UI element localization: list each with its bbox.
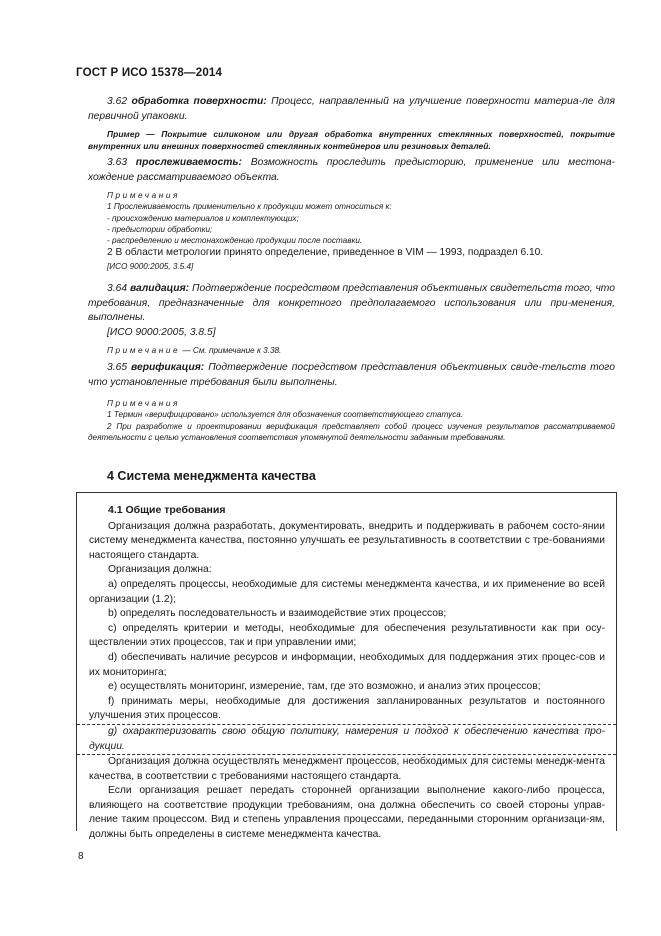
note-label: Примечание — [107, 346, 181, 356]
note-item: - происхождению материалов и комплектующих; — [107, 213, 299, 223]
term-definition — [88, 95, 615, 124]
term-text: Процесс, направленный на улучшение поверхности материа-ле для первичной упаковки. — [88, 96, 615, 122]
reference: [ИСО 9000:2005, 3.8.5] — [107, 326, 216, 338]
note-2: 2 В области метрологии принято определение, приведенное в VIM — 1993, подраздел 6.10. — [107, 247, 544, 259]
list-item: e) осуществлять мониторинг, измерение, там, где это возможно, и анализ этих процессов; — [108, 681, 541, 693]
list-item: c) определять критерии и методы, необходимые для обеспечения результативности как при осу-ществлении этих процессов, так и при управлении ими; — [89, 622, 605, 649]
term-title: верификация: — [131, 362, 205, 373]
term-number: 3.65 — [107, 362, 128, 373]
note-item: - предыстории обработки; — [107, 224, 213, 234]
term-3-62 — [88, 95, 615, 152]
paragraph: Организация должна разработать, документировать, внедрить и поддерживать в рабочем состо-янии систему менеджмента качества, постоянно улучшать ее результативность в соответствии с тре-бованиями настоящего стандарта. — [89, 520, 605, 561]
list-item: d) обеспечивать наличие ресурсов и информации, необходимых для поддержания этих процес-сов и их мониторинга; — [89, 651, 605, 678]
term-definition — [88, 282, 615, 326]
reference: [ИСО 9000:2005, 3.5.4] — [107, 261, 194, 271]
term-number: 3.63 — [107, 157, 128, 168]
page-header: ГОСТ Р ИСО 15378—2014 — [76, 67, 223, 79]
list-item: b) определять последовательность и взаимодействие этих процессов; — [108, 608, 447, 620]
term-text: Подтверждение посредством представления объективных свиде-тельств того что установленные требования были выполнены. — [88, 362, 615, 388]
notes-title: Примечания — [107, 399, 180, 409]
example-block — [88, 129, 615, 152]
term-3-63 — [88, 156, 615, 272]
term-text: Подтверждение посредством представления объективных свидетельств того, что требования, предназначенные для конкретного предполагаемого использования или при-менения, выполнены. — [88, 283, 615, 324]
term-title: валидация: — [129, 283, 190, 294]
subsection-title: 4.1 Общие требования — [108, 504, 226, 516]
note-1: 1 Прослеживаемость применительно к продукции может относиться к: — [107, 202, 392, 212]
list-item-g: g) охарактеризовать свою общую политику, намерения и подход к обеспечению качества про-дукции. — [89, 725, 605, 752]
list-item: a) определять процессы, необходимые для системы менеджмента качества, и их применение во всей организации (1.2); — [89, 578, 605, 605]
term-3-64 — [88, 282, 615, 357]
term-title: обработка поверхности: — [131, 96, 267, 107]
example-text: Пример — Покрытие силиконом или другая обработка внутренних стеклянных поверхностей, покрытие внутренних или внешних поверхностей стеклянных контейнеров или резиновых деталей. — [88, 129, 615, 151]
note-1: 1 Термин «верифицировано» используется для обозначения соответствующего статуса. — [107, 410, 464, 420]
term-definition — [88, 361, 615, 390]
term-number: 3.62 — [107, 96, 128, 107]
section-title: 4 Система менеджмента качества — [107, 469, 316, 483]
term-text: Возможность проследить предысторию, применение или местона-хождение рассматриваемого объекта. — [88, 157, 615, 183]
term-definition — [88, 156, 615, 185]
notes-block — [88, 398, 615, 443]
box-content — [89, 503, 605, 843]
paragraph: Организация должна осуществлять менеджмент процессов, необходимых для системы менедж-мента качества, в соответствии с требованиями настоящего стандарта. — [89, 756, 605, 782]
notes-block — [88, 190, 615, 246]
page-number: 8 — [78, 851, 84, 862]
term-title: прослеживаемость: — [135, 157, 242, 168]
note-item: - распределению и местонахождению продукции после поставки. — [107, 236, 363, 245]
notes-title: Примечания — [107, 191, 180, 201]
highlight-box — [76, 492, 617, 841]
paragraph: Организация должна: — [108, 564, 212, 576]
note-text: — См. примечание к 3.38. — [182, 346, 282, 356]
term-number: 3.64 — [107, 283, 128, 294]
paragraph: Если организация решает передать сторонней организации выполнение какого-либо процесса, влияющего на соответствие продукции требованиям, она должна обеспечить со своей стороны управ-ление таким процессом. Вид и степень управления процессами, переданными сторонним организаци-ям, должны быть определены в системе менеджмента качества. — [89, 785, 605, 841]
note-2: 2 При разработке и проектировании верификация представляет собой процесс изучения результатов рассматриваемой деятельности с целью установления соответствия упомянутой деятельности заданным требованиям. — [88, 421, 615, 442]
term-3-65 — [88, 361, 615, 443]
note-block — [88, 345, 615, 356]
list-item: f) принимать меры, необходимые для достижения запланированных результатов и постоянного улучшения этих процессов. — [89, 695, 605, 722]
